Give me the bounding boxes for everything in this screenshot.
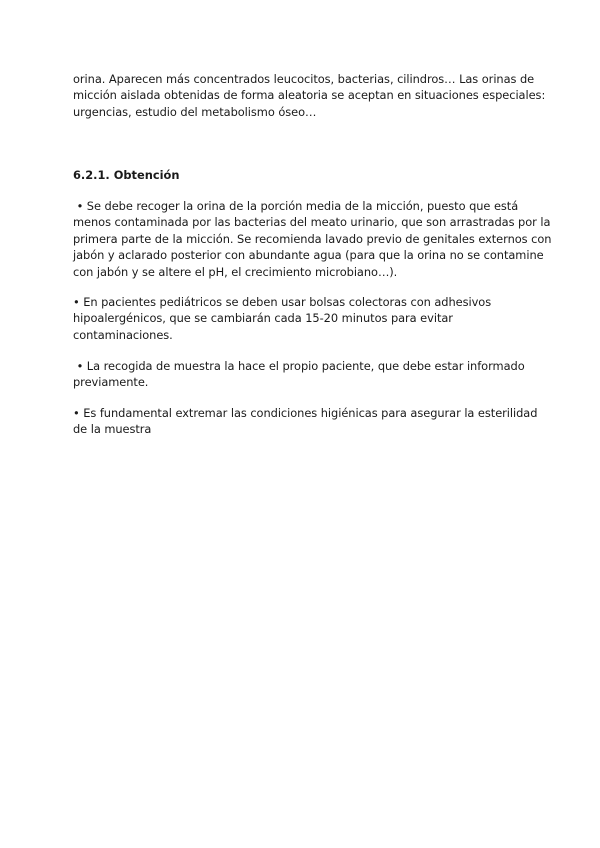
- bullet-line: hipoalergénicos, que se cambiarán cada 15-20 minutos para evitar: [73, 311, 453, 326]
- intro-line: urgencias, estudio del metabolismo óseo…: [73, 104, 317, 119]
- bullet-line: previamente.: [73, 375, 149, 390]
- bullet-line: • Es fundamental extremar las condiciones higiénicas para asegurar la esterilidad: [73, 406, 538, 420]
- bullet-line: primera parte de la micción. Se recomienda lavado previo de genitales externos con: [73, 231, 552, 246]
- bullet-line: jabón y aclarado posterior con abundante agua (para que la orina no se contamine: [73, 248, 544, 263]
- bullet-line: • La recogida de muestra la hace el propio paciente, que debe estar informado: [73, 359, 525, 373]
- bullet-line: de la muestra: [73, 422, 152, 437]
- intro-line: micción aislada obtenidas de forma aleatoria se aceptan en situaciones especiales:: [73, 88, 546, 103]
- section-heading: 6.2.1. Obtención: [73, 168, 180, 182]
- intro-paragraph: [73, 71, 546, 120]
- bullet-line: menos contaminada por las bacterias del meato urinario, que son arrastradas por la: [73, 215, 551, 230]
- bullet-line: con jabón y se altere el pH, el crecimiento microbiano…).: [73, 264, 398, 279]
- bullet-line: • En pacientes pediátricos se deben usar bolsas colectoras con adhesivos: [73, 295, 492, 309]
- bullet-paragraph-3: [73, 358, 533, 391]
- bullet-line: • Se debe recoger la orina de la porción media de la micción, puesto que está: [73, 199, 519, 213]
- bullet-paragraph-1: [73, 198, 552, 280]
- intro-line: orina. Aparecen más concentrados leucocitos, bacterias, cilindros… Las orinas de: [73, 72, 535, 86]
- bullet-paragraph-2: [73, 294, 533, 343]
- bullet-line: contaminaciones.: [73, 327, 173, 342]
- bullet-paragraph-4: [73, 405, 538, 438]
